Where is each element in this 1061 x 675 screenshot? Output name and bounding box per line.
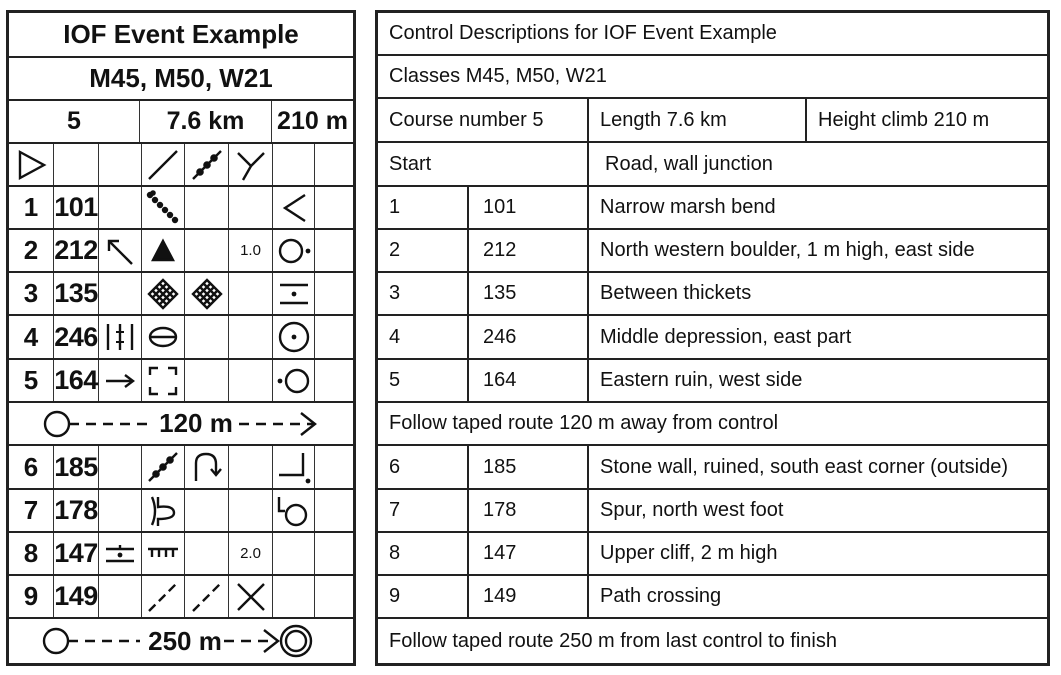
text-classes: Classes M45, M50, W21 bbox=[389, 65, 607, 87]
text-control-row bbox=[378, 316, 1047, 360]
text-title: Control Descriptions for IOF Event Example bbox=[389, 22, 777, 44]
control-number: 7 bbox=[9, 490, 54, 531]
text-control-code: 147 bbox=[469, 533, 589, 574]
text-control-code: 212 bbox=[469, 230, 589, 271]
text-taped-route-row bbox=[378, 403, 1047, 446]
classes-text: M45, M50, W21 bbox=[89, 63, 273, 93]
text-control-desc: Stone wall, ruined, south east corner (outside) bbox=[600, 455, 1008, 478]
text-taped-route: Follow taped route 120 m away from control bbox=[389, 412, 779, 434]
stone-wall-icon bbox=[185, 144, 229, 185]
spur-icon bbox=[142, 490, 185, 531]
control-row bbox=[9, 360, 353, 403]
control-number: 9 bbox=[9, 576, 54, 617]
control-circle-dashed-icon bbox=[42, 626, 142, 656]
control-row bbox=[9, 446, 353, 490]
text-control-number: 9 bbox=[378, 576, 469, 617]
boulder-icon bbox=[142, 230, 185, 271]
text-title-row bbox=[378, 13, 1047, 56]
text-control-code: 178 bbox=[469, 490, 589, 531]
pictorial-description-sheet bbox=[6, 10, 356, 666]
dimension-value: 1.0 bbox=[229, 230, 273, 271]
ruined-icon bbox=[185, 446, 229, 488]
course-climb: 210 m bbox=[277, 107, 348, 135]
control-code: 246 bbox=[54, 316, 99, 358]
text-description-sheet bbox=[375, 10, 1050, 666]
taped-route-row bbox=[9, 403, 353, 446]
east-arrow-icon bbox=[99, 360, 142, 401]
east-part-icon bbox=[273, 316, 315, 358]
text-length: Length 7.6 km bbox=[589, 99, 807, 141]
start-row bbox=[9, 144, 353, 187]
course-number: 5 bbox=[9, 101, 140, 142]
text-control-desc: Narrow marsh bend bbox=[600, 196, 776, 218]
bend-icon bbox=[273, 187, 315, 228]
control-row bbox=[9, 533, 353, 576]
text-control-desc: Spur, north west foot bbox=[600, 499, 784, 521]
junction-icon bbox=[229, 144, 273, 185]
between-icon bbox=[273, 273, 315, 314]
control-code: 101 bbox=[54, 187, 99, 228]
text-control-desc: Between thickets bbox=[600, 282, 752, 304]
text-control-code: 149 bbox=[469, 576, 589, 617]
control-number: 8 bbox=[9, 533, 54, 574]
control-code: 164 bbox=[54, 360, 99, 401]
text-climb: Height climb 210 m bbox=[818, 108, 990, 131]
control-code: 212 bbox=[54, 230, 99, 271]
taped-route-distance: 120 m bbox=[159, 408, 233, 438]
text-control-row bbox=[378, 533, 1047, 576]
start-triangle-icon bbox=[9, 144, 54, 185]
north-west-arrow-icon bbox=[99, 230, 142, 271]
control-number: 5 bbox=[9, 360, 54, 401]
path-icon bbox=[185, 576, 229, 617]
road-icon bbox=[142, 144, 185, 185]
stone-wall-icon bbox=[142, 446, 185, 488]
text-control-code: 135 bbox=[469, 273, 589, 314]
text-control-row bbox=[378, 576, 1047, 619]
path-icon bbox=[142, 576, 185, 617]
control-row bbox=[9, 273, 353, 316]
dashed-arrow-icon bbox=[239, 409, 319, 439]
text-classes-row bbox=[378, 56, 1047, 99]
text-course-row bbox=[378, 99, 1047, 143]
text-control-code: 101 bbox=[469, 187, 589, 228]
text-course-number: Course number 5 bbox=[378, 99, 589, 141]
classes-row bbox=[9, 58, 353, 101]
finish-row bbox=[9, 619, 353, 663]
control-code: 135 bbox=[54, 273, 99, 314]
cliff-icon bbox=[142, 533, 185, 574]
dimension-value: 2.0 bbox=[229, 533, 273, 574]
text-control-code: 164 bbox=[469, 360, 589, 401]
finish-distance: 250 m bbox=[148, 625, 222, 656]
text-control-desc: Path crossing bbox=[600, 585, 722, 607]
text-start-desc: Road, wall junction bbox=[605, 152, 773, 175]
text-control-desc: Upper cliff, 2 m high bbox=[600, 542, 778, 564]
thicket-icon bbox=[185, 273, 229, 314]
text-control-number: 3 bbox=[378, 273, 469, 314]
text-start-row bbox=[378, 143, 1047, 187]
text-control-number: 8 bbox=[378, 533, 469, 574]
text-control-row bbox=[378, 230, 1047, 273]
foot-icon bbox=[273, 490, 315, 531]
text-finish: Follow taped route 250 m from last control to finish bbox=[389, 629, 837, 652]
control-code: 147 bbox=[54, 533, 99, 574]
event-title: IOF Event Example bbox=[63, 19, 299, 49]
text-control-desc: Middle depression, east part bbox=[600, 325, 852, 348]
control-row bbox=[9, 490, 353, 533]
text-control-number: 6 bbox=[378, 446, 469, 488]
text-start-label: Start bbox=[378, 143, 589, 185]
narrow-marsh-icon bbox=[142, 187, 185, 228]
control-number: 3 bbox=[9, 273, 54, 314]
event-title-row bbox=[9, 13, 353, 58]
text-control-number: 5 bbox=[378, 360, 469, 401]
text-control-number: 4 bbox=[378, 316, 469, 358]
control-code: 178 bbox=[54, 490, 99, 531]
control-row bbox=[9, 576, 353, 619]
control-row bbox=[9, 316, 353, 360]
text-control-row bbox=[378, 187, 1047, 230]
control-row bbox=[9, 187, 353, 230]
control-number: 2 bbox=[9, 230, 54, 271]
control-code: 185 bbox=[54, 446, 99, 488]
depression-icon bbox=[142, 316, 185, 358]
finish-arrow-icon bbox=[224, 624, 320, 658]
text-control-code: 185 bbox=[469, 446, 589, 488]
text-control-number: 1 bbox=[378, 187, 469, 228]
text-finish-row bbox=[378, 619, 1047, 663]
course-info-row bbox=[9, 101, 353, 144]
control-number: 1 bbox=[9, 187, 54, 228]
upper-icon bbox=[99, 533, 142, 574]
control-code: 149 bbox=[54, 576, 99, 617]
text-control-row bbox=[378, 490, 1047, 533]
corner-outside-icon bbox=[273, 446, 315, 488]
ruin-icon bbox=[142, 360, 185, 401]
crossing-icon bbox=[229, 576, 273, 617]
middle-icon bbox=[99, 316, 142, 358]
east-side-icon bbox=[273, 230, 315, 271]
text-control-code: 246 bbox=[469, 316, 589, 358]
text-control-number: 7 bbox=[378, 490, 469, 531]
text-control-row bbox=[378, 446, 1047, 490]
control-number: 6 bbox=[9, 446, 54, 488]
control-number: 4 bbox=[9, 316, 54, 358]
control-circle-dashed-icon bbox=[43, 409, 153, 439]
text-control-desc: North western boulder, 1 m high, east side bbox=[600, 239, 975, 261]
control-row bbox=[9, 230, 353, 273]
text-control-number: 2 bbox=[378, 230, 469, 271]
text-control-row bbox=[378, 273, 1047, 316]
thicket-icon bbox=[142, 273, 185, 314]
west-side-icon bbox=[273, 360, 315, 401]
course-length: 7.6 km bbox=[140, 101, 272, 142]
text-control-row bbox=[378, 360, 1047, 403]
text-control-desc: Eastern ruin, west side bbox=[600, 369, 803, 391]
